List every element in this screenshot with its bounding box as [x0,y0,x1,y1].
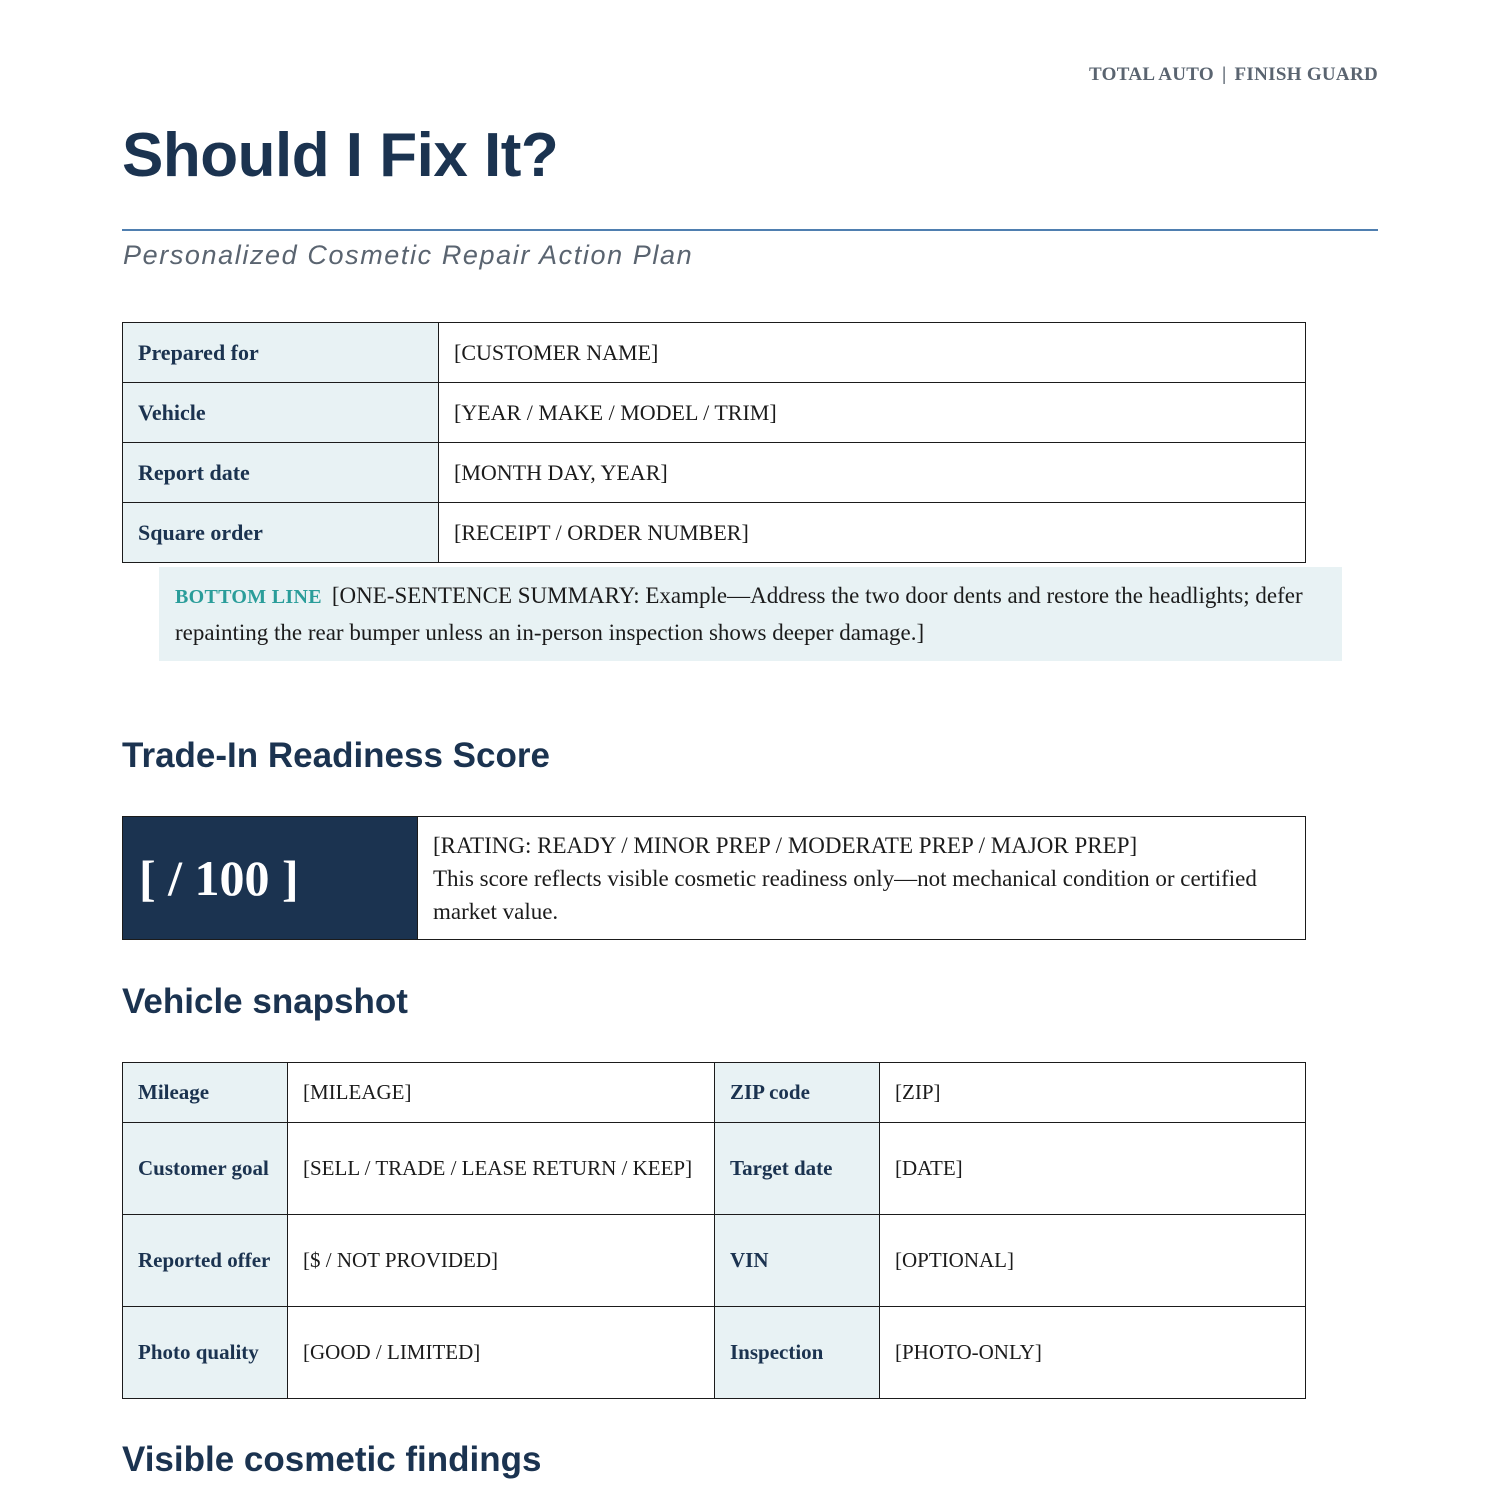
snapshot-label: Mileage [123,1063,288,1123]
score-rating: [RATING: READY / MINOR PREP / MODERATE PREP / MAJOR PREP] [433,832,1138,858]
snapshot-value: [$ / NOT PROVIDED] [288,1215,715,1307]
bottom-line-tag: BOTTOM LINE [175,586,322,608]
snapshot-heading: Vehicle snapshot [122,982,408,1021]
snapshot-label: Reported offer [123,1215,288,1307]
snapshot-label: VIN [715,1215,880,1307]
score-note: This score reflects visible cosmetic readiness only—not mechanical condition or certified market value. [433,865,1257,924]
table-row [123,1215,1306,1307]
score-value: [ / 100 ] [123,817,418,940]
snapshot-value: [DATE] [880,1123,1306,1215]
findings-heading: Visible cosmetic findings [122,1440,542,1479]
info-label: Report date [123,443,439,503]
snapshot-label: Inspection [715,1307,880,1399]
info-value: [MONTH DAY, YEAR] [439,443,1306,503]
snapshot-value: [ZIP] [880,1063,1306,1123]
table-row [123,503,1306,563]
snapshot-value: [SELL / TRADE / LEASE RETURN / KEEP] [288,1123,715,1215]
table-row [123,383,1306,443]
table-row [123,1307,1306,1399]
info-value: [RECEIPT / ORDER NUMBER] [439,503,1306,563]
table-row [123,323,1306,383]
brand-product: FINISH GUARD [1234,64,1378,85]
score-description [418,817,1306,940]
bottom-line-text: [ONE-SENTENCE SUMMARY: Example—Address the two door dents and restore the headlights; defer repainting the rear bumper unless an in-person inspection shows deeper damage.] [175,583,1303,645]
bottom-line-callout [159,567,1342,661]
info-label: Square order [123,503,439,563]
info-value: [CUSTOMER NAME] [439,323,1306,383]
snapshot-label: Customer goal [123,1123,288,1215]
snapshot-value: [GOOD / LIMITED] [288,1307,715,1399]
table-row [123,817,1306,940]
brand-separator: | [1222,64,1227,85]
trade-in-heading: Trade-In Readiness Score [122,736,550,775]
report-info-table [122,322,1306,563]
page-subtitle: Personalized Cosmetic Repair Action Plan [123,240,694,270]
brand-header [1089,64,1378,86]
snapshot-label: Photo quality [123,1307,288,1399]
info-value: [YEAR / MAKE / MODEL / TRIM] [439,383,1306,443]
info-label: Vehicle [123,383,439,443]
title-divider [122,229,1378,231]
brand-name: TOTAL AUTO [1089,64,1215,85]
info-label: Prepared for [123,323,439,383]
snapshot-label: ZIP code [715,1063,880,1123]
table-row [123,1063,1306,1123]
snapshot-value: [PHOTO-ONLY] [880,1307,1306,1399]
vehicle-snapshot-table [122,1062,1306,1399]
table-row [123,1123,1306,1215]
snapshot-value: [MILEAGE] [288,1063,715,1123]
trade-in-score-table [122,816,1306,940]
page-title: Should I Fix It? [122,121,559,190]
snapshot-label: Target date [715,1123,880,1215]
snapshot-value: [OPTIONAL] [880,1215,1306,1307]
table-row [123,443,1306,503]
